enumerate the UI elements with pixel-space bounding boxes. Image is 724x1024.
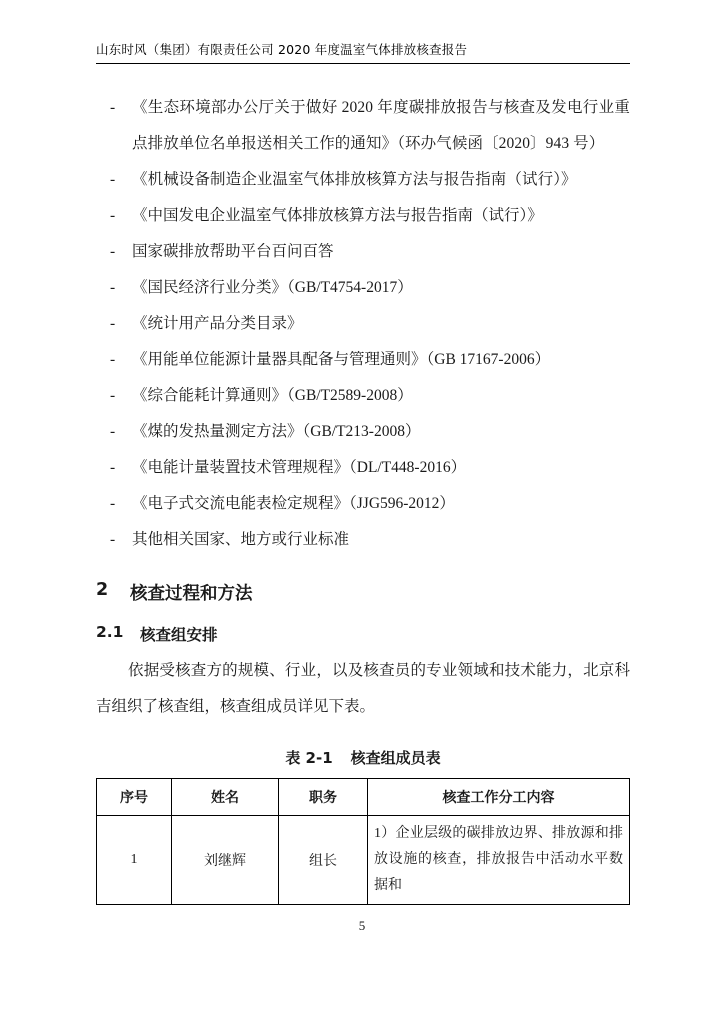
list-bullet-dash: -	[110, 99, 116, 116]
cell-name: 刘继辉	[172, 816, 279, 905]
list-item-text: 其他相关国家、地方或行业标准	[132, 531, 350, 548]
page-number: 5	[358, 918, 366, 933]
page-header: 山东时风（集团）有限责任公司 2020 年度温室气体排放核查报告	[96, 40, 630, 64]
list-item-text: 《生态环境部办公厅关于做好 2020 年度碳排放报告与核查及发电行业重点排放单位名单报送相关工作的通知》（环办气候函〔2020〕943 号）	[132, 99, 630, 152]
list-item-text: 《电能计量装置技术管理规程》（DL/T448-2016）	[132, 459, 467, 476]
list-item	[96, 414, 630, 450]
list-item	[96, 522, 630, 558]
section-title: 核查过程和方法	[130, 584, 253, 604]
list-bullet-dash: -	[110, 279, 116, 296]
table-header	[97, 779, 630, 816]
list-item-text: 《统计用产品分类目录》	[132, 315, 303, 332]
list-item	[96, 162, 630, 198]
list-bullet-dash: -	[110, 207, 116, 224]
list-bullet-dash: -	[110, 387, 116, 404]
list-item	[96, 378, 630, 414]
column-header-no: 序号	[97, 779, 172, 816]
subsection-number: 2.1	[96, 623, 124, 641]
document-body	[96, 90, 630, 905]
section-heading-2	[96, 580, 630, 605]
list-bullet-dash: -	[110, 171, 116, 188]
cell-role: 组长	[279, 816, 368, 905]
list-item	[96, 90, 630, 162]
list-item-text: 《国民经济行业分类》（GB/T4754-2017）	[132, 279, 413, 296]
column-header-role: 职务	[279, 779, 368, 816]
section-paragraph: 依据受核查方的规模、行业，以及核查员的专业领域和技术能力，北京科吉组织了核查组，核查组成员详见下表。	[96, 662, 630, 715]
list-bullet-dash: -	[110, 459, 116, 476]
subsection-title: 核查组安排	[140, 626, 218, 644]
list-item-text: 《用能单位能源计量器具配备与管理通则》（GB 17167-2006）	[132, 351, 551, 368]
reference-standards-list	[96, 90, 630, 558]
section-number: 2	[96, 580, 109, 600]
table-caption-title: 核查组成员表	[350, 749, 441, 767]
table-header-row	[97, 779, 630, 816]
list-item-text: 《机械设备制造企业温室气体排放核算方法与报告指南（试行）》	[132, 171, 577, 188]
list-item	[96, 270, 630, 306]
list-item	[96, 306, 630, 342]
list-bullet-dash: -	[110, 243, 116, 260]
list-item	[96, 198, 630, 234]
list-item-text: 《煤的发热量测定方法》（GB/T213-2008）	[132, 423, 421, 440]
cell-content: 1）企业层级的碳排放边界、排放源和排放设施的核查，排放报告中活动水平数据和	[368, 816, 630, 905]
column-header-name: 姓名	[172, 779, 279, 816]
list-item-text: 国家碳排放帮助平台百问百答	[132, 243, 334, 260]
list-bullet-dash: -	[110, 423, 116, 440]
list-item	[96, 486, 630, 522]
column-header-content: 核查工作分工内容	[368, 779, 630, 816]
list-item	[96, 450, 630, 486]
list-item-text: 《电子式交流电能表检定规程》（JJG596-2012）	[132, 495, 455, 512]
list-bullet-dash: -	[110, 351, 116, 368]
cell-no: 1	[97, 816, 172, 905]
table-caption-label: 表 2-1	[285, 749, 333, 767]
list-bullet-dash: -	[110, 315, 116, 332]
table-caption	[96, 747, 630, 768]
list-item-text: 《综合能耗计算通则》（GB/T2589-2008）	[132, 387, 413, 404]
list-item-text: 《中国发电企业温室气体排放核算方法与报告指南（试行）》	[132, 207, 543, 224]
table-row	[97, 816, 630, 905]
list-bullet-dash: -	[110, 495, 116, 512]
section-heading-2-1	[96, 623, 630, 645]
review-team-table	[96, 778, 630, 905]
list-item	[96, 234, 630, 270]
list-bullet-dash: -	[110, 531, 116, 548]
table-body	[97, 816, 630, 905]
page-content	[96, 40, 630, 905]
list-item	[96, 342, 630, 378]
